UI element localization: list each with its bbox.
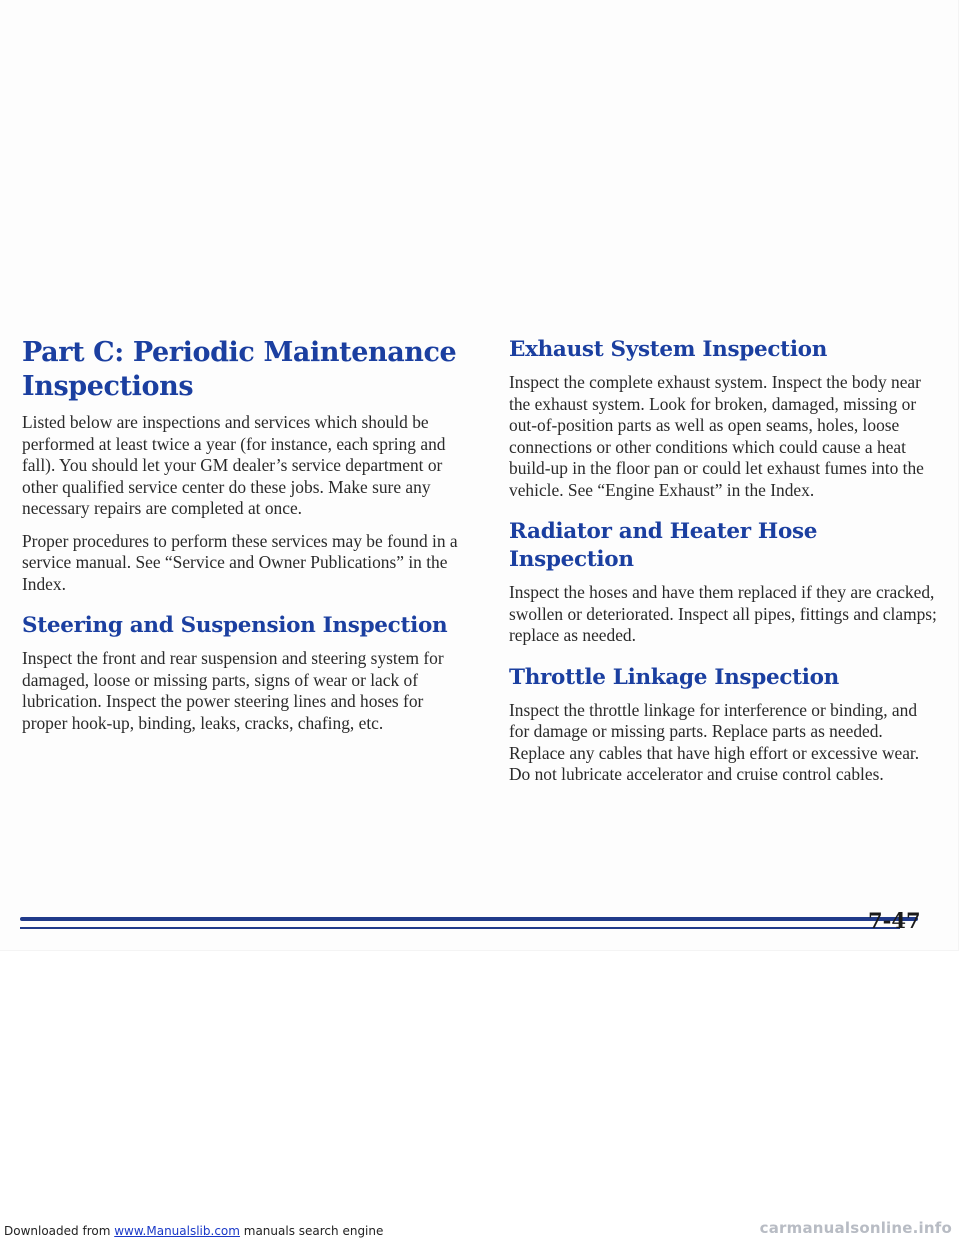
radiator-heading: Radiator and Heater Hose Inspection	[509, 519, 818, 572]
download-footer	[4, 1224, 383, 1238]
intro-paragraph: Listed below are inspections and services which should be performed at least twice a year (for instance, each spring and fall). You should let your GM dealer’s service department or other qualified service center do these jobs. Make sure any necessary repairs are completed at once.	[22, 412, 446, 518]
exhaust-heading: Exhaust System Inspection	[509, 337, 828, 362]
steering-paragraph: Inspect the front and rear suspension and steering system for damaged, loose or missing parts, signs of wear or lack of lubrication. Inspect the power steering lines and hoses for proper hook-up, binding, leaks, cracks, chafing, etc.	[22, 648, 444, 733]
watermark-logo: carmanualsonline.info	[759, 1219, 952, 1237]
throttle-heading: Throttle Linkage Inspection	[509, 664, 840, 690]
exhaust-paragraph: Inspect the complete exhaust system. Inspect the body near the exhaust system. Look for broken, damaged, missing or out-of-position parts as well as open seams, holes, loose connections or other conditions which could cause a heat build-up in the floor pan or could let exhaust fumes into the vehicle. See “Engine Exhaust” in the Index.	[509, 372, 924, 500]
procedures-paragraph: Proper procedures to perform these services may be found in a service manual. See “Service and Owner Publications” in the Index.	[22, 530, 458, 594]
footer-rule-thin	[20, 927, 900, 929]
footer-rule-thick	[20, 917, 918, 921]
section-title: Part C: Periodic Maintenance Inspections	[22, 337, 457, 402]
radiator-paragraph: Inspect the hoses and have them replaced if they are cracked, swollen or deteriorated. Inspect all pipes, fittings and clamps; replace as needed.	[509, 582, 937, 645]
footer-suffix: manuals search engine	[239, 1224, 384, 1238]
footer-prefix: Downloaded from	[4, 1224, 115, 1238]
steering-heading: Steering and Suspension Inspection	[22, 613, 448, 638]
throttle-paragraph: Inspect the throttle linkage for interference or binding, and for damage or missing parts. Replace parts as needed. Replace any cables that have high effort or excessive wear. Do not lubricate accelerator and cruise control cables.	[509, 699, 920, 784]
manualslib-link[interactable]: www.Manualslib.com	[114, 1224, 240, 1238]
page-number: 7-47	[868, 908, 921, 933]
right-column	[509, 336, 939, 786]
left-column	[22, 336, 462, 734]
